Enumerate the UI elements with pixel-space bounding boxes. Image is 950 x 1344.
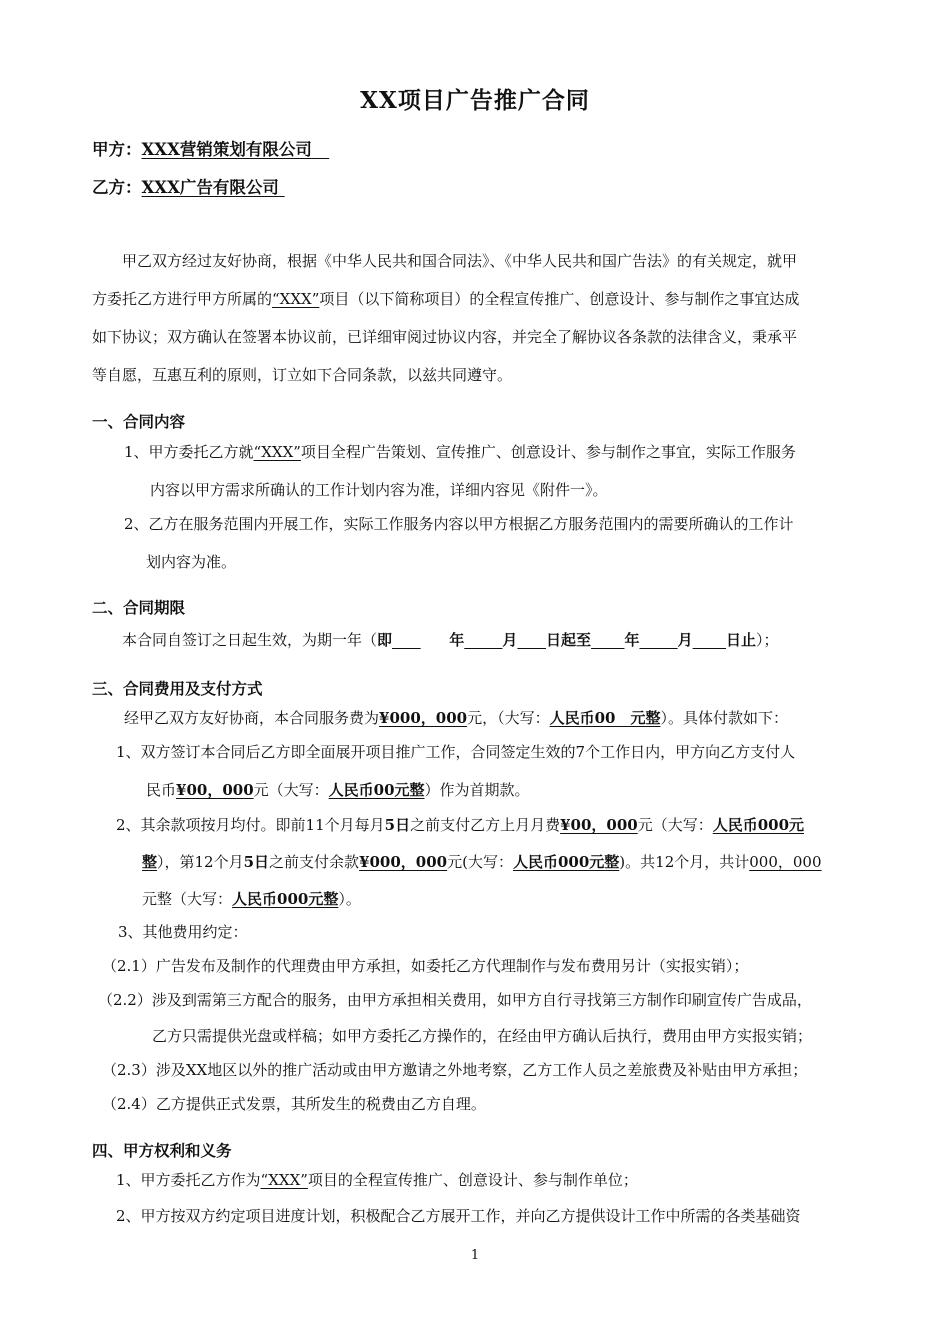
- s3-item2-line3: 元整（大写：人民币000元整）。: [142, 890, 361, 908]
- s3-item3-2-line1: （2.2）涉及到需第三方配合的服务，由甲方承担相关费用，如甲方自行寻找第三方制作印刷宣传广告成品，: [98, 991, 812, 1009]
- s3-item3-4: （2.4）乙方提供正式发票，其所发生的税费由乙方自理。: [102, 1095, 486, 1113]
- section-4-title: 四、甲方权利和义务: [92, 1141, 232, 1160]
- party-b-underline-tail: [279, 178, 285, 197]
- s3-item1-line2: 民币¥00，000元（大写：人民币00元整）作为首期款。: [146, 781, 530, 799]
- s3-item3-3: （2.3）涉及XX地区以外的推广活动或由甲方邀请之外地考察，乙方工作人员之差旅费及补贴由甲方承担；: [102, 1061, 808, 1079]
- party-b-label: 乙方：: [92, 178, 142, 197]
- party-b-line: [92, 174, 285, 198]
- s4-item1: 1、甲方委托乙方作为“XXX”项目的全程宣传推广、创意设计、参与制作单位；: [116, 1171, 638, 1189]
- party-a-line: [92, 136, 329, 160]
- intro-line-2: 方委托乙方进行甲方所属的“XXX”项目（以下简称项目）的全程宣传推广、创意设计、参与制作之事宜达成: [92, 290, 800, 308]
- s2-term-line: 本合同自签订之日起生效，为期一年（即 年 月 日起至 年 月 日止）；: [122, 631, 779, 649]
- party-b-name: XXX广告有限公司: [141, 178, 279, 197]
- s3-item2-line2: 整），第12个月5日之前支付余款¥000，000元(大写：人民币000元整)。共12个月，共计000，000: [142, 853, 822, 871]
- party-a-name: XXX营销策划有限公司: [141, 140, 312, 159]
- section-1-title: 一、合同内容: [92, 412, 186, 431]
- s1-item1-line1: 1、甲方委托乙方就“XXX”项目全程广告策划、宣传推广、创意设计、参与制作之事宜，实际工作服务: [124, 443, 796, 461]
- section-3-title: 三、合同费用及支付方式: [92, 679, 263, 698]
- document-title: XX项目广告推广合同: [360, 87, 590, 114]
- s3-fee-line: 经甲乙双方友好协商，本合同服务费为¥000，000元，（大写：人民币00 元整）。具体付款如下：: [124, 709, 788, 727]
- s1-item2-line2: 划内容为准。: [146, 553, 237, 571]
- s1-item1-line2: 内容以甲方需求所确认的工作计划内容为准，详细内容见《附件一》。: [150, 481, 608, 499]
- s1-item2-line1: 2、乙方在服务范围内开展工作，实际工作服务内容以甲方根据乙方服务范围内的需要所确认的工作计: [124, 515, 794, 533]
- s3-item2-line1: 2、其余款项按月均付。即前11个月每月5日之前支付乙方上月月费¥00，000元（大写：人民币000元: [116, 816, 805, 834]
- s3-item1-line1: 1、双方签订本合同后乙方即全面展开项目推广工作，合同签定生效的7个工作日内，甲方向乙方支付人: [116, 743, 796, 761]
- intro-line-1: 甲乙双方经过友好协商，根据《中华人民共和国合同法》、《中华人民共和国广告法》的有关规定，就甲: [122, 252, 798, 270]
- s3-item3-2-line2: 乙方只需提供光盘或样稿；如甲方委托乙方操作的，在经由甲方确认后执行，费用由甲方实报实销；: [152, 1027, 813, 1045]
- s3-item3-1: （2.1）广告发布及制作的代理费由甲方承担，如委托乙方代理制作与发布费用另计（实报实销）；: [102, 957, 749, 975]
- intro-line-3: 如下协议；双方确认在签署本协议前，已详细审阅过协议内容，并完全了解协议各条款的法律含义，秉承平: [92, 328, 798, 346]
- page-number: 1: [470, 1248, 480, 1263]
- party-a-underline-tail: [312, 140, 329, 159]
- party-a-label: 甲方：: [92, 140, 142, 159]
- section-2-title: 二、合同期限: [92, 598, 186, 617]
- s3-item3-line: 3、其他费用约定：: [118, 923, 248, 941]
- s4-item2-line1: 2、甲方按双方约定项目进度计划，积极配合乙方展开工作，并向乙方提供设计工作中所需的各类基础资: [116, 1207, 801, 1225]
- intro-line-4: 等自愿，互惠互利的原则，订立如下合同条款，以兹共同遵守。: [92, 366, 513, 384]
